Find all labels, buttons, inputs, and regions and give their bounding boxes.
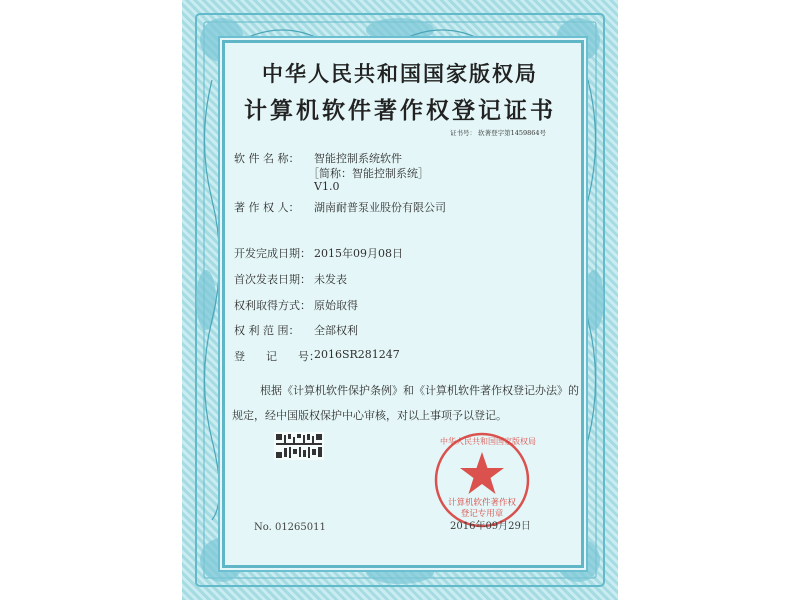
statement-line-1: 根据《计算机软件保护条例》和《计算机软件著作权登记办法》的: [260, 384, 579, 397]
barcode-icon: [274, 432, 324, 460]
publish-date-value: 未发表: [314, 273, 347, 286]
serial-number: No. 01265011: [254, 522, 326, 533]
certificate-number: [450, 128, 546, 137]
certificate: [182, 0, 618, 600]
software-name-label: 软 件 名 称：: [234, 152, 300, 165]
acquire-label: 权利取得方式：: [234, 299, 311, 312]
reg-no-value: 2016SR281247: [314, 348, 400, 361]
software-name-value: 智能控制系统软件: [314, 152, 402, 165]
seal-line-2: 登记专用章: [460, 509, 504, 519]
statement-line-2: 规定，经中国版权保护中心审核，对以上事项予以登记。: [232, 409, 507, 422]
publish-date-label: 首次发表日期：: [234, 273, 311, 286]
certificate-number-label: 证书号：: [450, 129, 476, 137]
certificate-title: 计算机软件著作权登记证书: [244, 97, 556, 124]
reg-no-label: 登 记 号：: [234, 350, 320, 363]
software-short-name: ［简称：智能控制系统］: [308, 167, 429, 180]
issuing-authority: 中华人民共和国国家版权局: [262, 61, 538, 86]
seal-line-1: 计算机软件著作权: [447, 498, 516, 508]
software-version: V1.0: [314, 180, 340, 193]
acquire-value: 原始取得: [314, 299, 358, 312]
scope-value: 全部权利: [314, 324, 358, 337]
dev-date-label: 开发完成日期：: [234, 247, 311, 260]
owner-label: 著 作 权 人：: [234, 201, 300, 214]
dev-date-value: 2015年09月08日: [314, 247, 403, 260]
seal-ring-text: 中华人民共和国国家版权局: [440, 437, 536, 446]
scope-label: 权 利 范 围：: [234, 324, 300, 337]
issue-date: 2016年09月29日: [450, 521, 531, 532]
owner-value: 湖南耐普泵业股份有限公司: [314, 201, 446, 214]
certificate-number-value: 软著登字第1459864号: [478, 129, 547, 137]
